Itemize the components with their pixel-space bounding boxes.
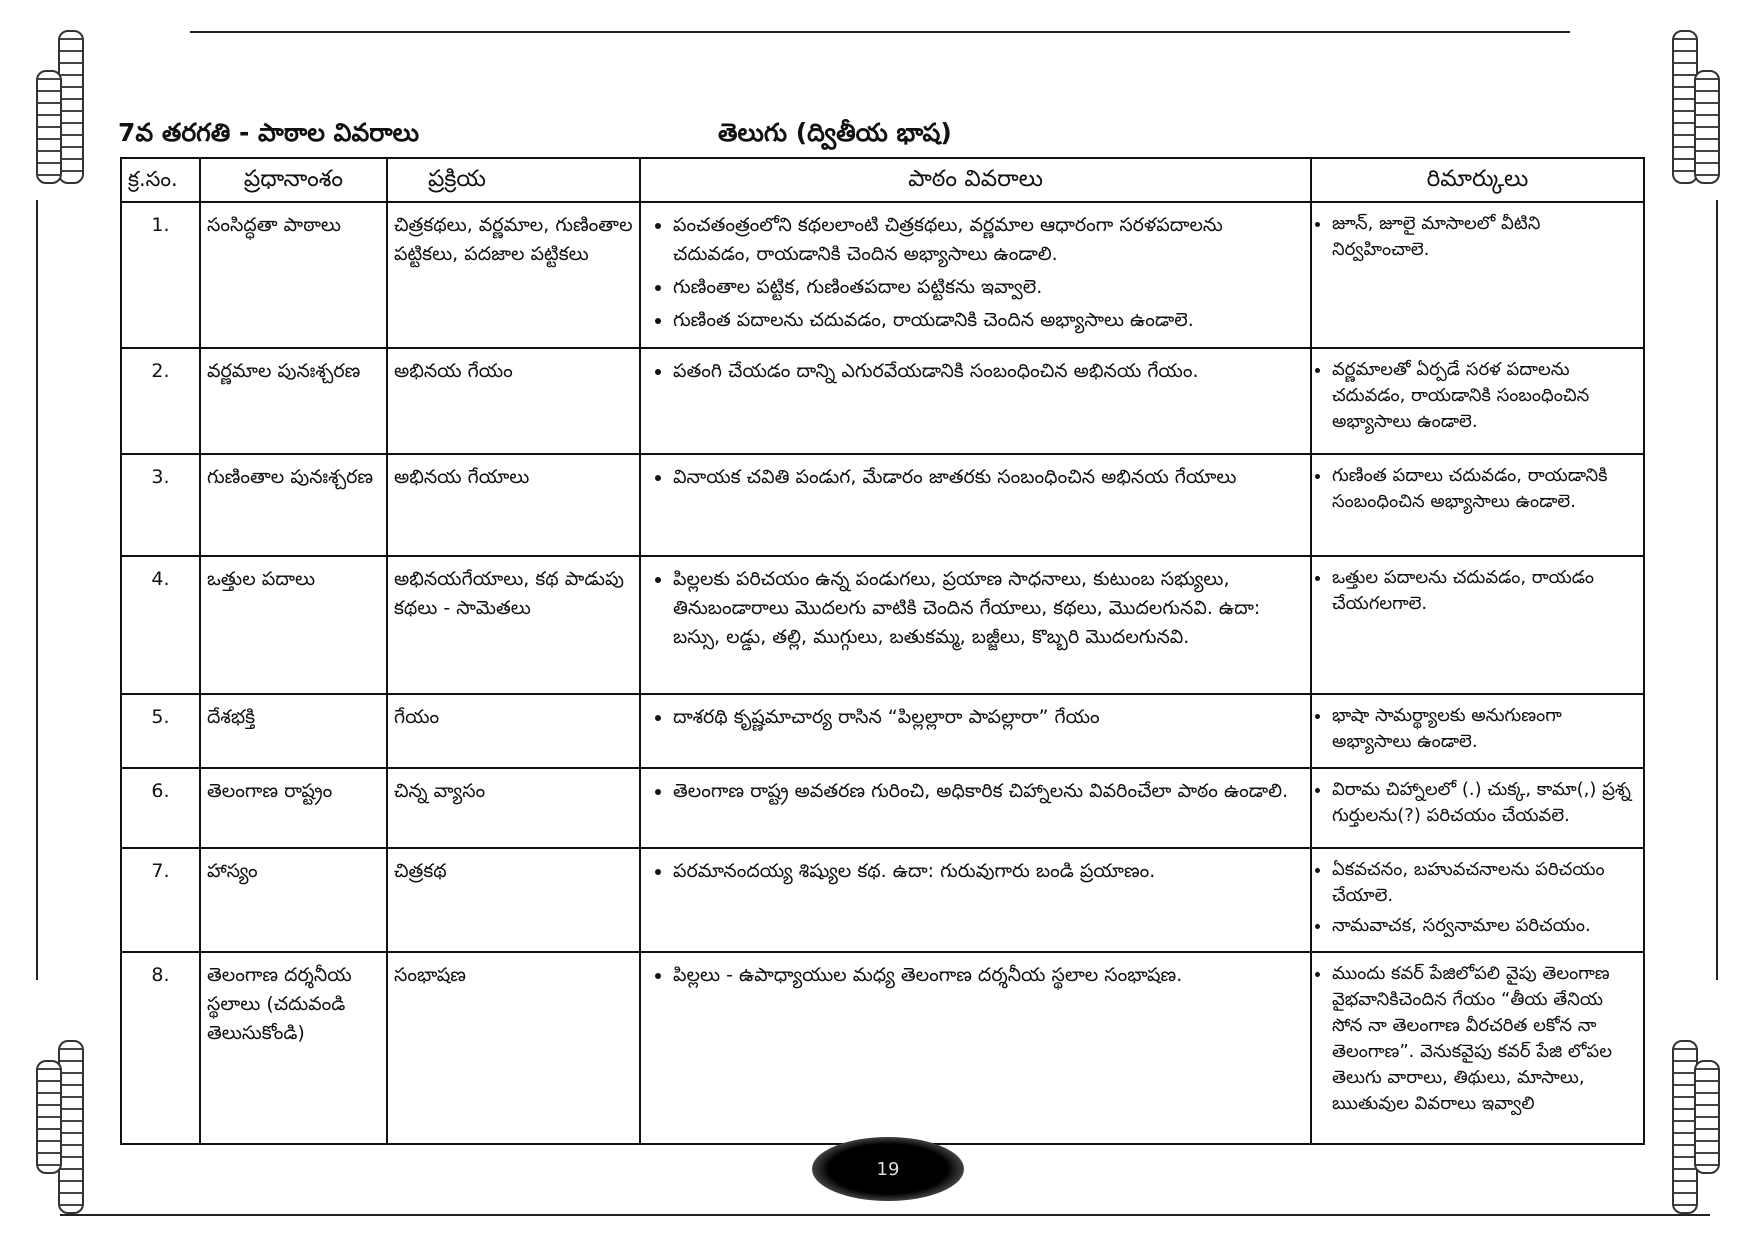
lesson-details-cell xyxy=(640,556,1311,694)
serial-number-cell: 1. xyxy=(121,202,200,348)
remark-bullet: • వర్ణమాలతో ఏర్పడే సరళ పదాలను చదువడం, రాయడానికి సంబంధించిన అభ్యాసాలు ఉండాలె. xyxy=(1332,357,1637,435)
page-number-badge xyxy=(812,1137,964,1201)
column-header-lesson-details: పాఠం వివరాలు xyxy=(640,158,1311,202)
lesson-details-cell-list xyxy=(647,463,1304,492)
remarks-cell xyxy=(1311,768,1644,848)
left-border-line xyxy=(36,200,38,980)
remark-bullet: • ముందు కవర్ పేజిలోపలి వైపు తెలంగాణ వైభవానికిచెందిన గేయం “తీయ తేనియ సోన నా తెలంగాణ వీరచరిత లకోన నా తెలంగాణ”. వెనుకవైపు కవర్ పేజి లోపల తెలుగు వారాలు, తిథులు, మాసాలు, ఋతువుల వివరాలు ఇవ్వాలి xyxy=(1332,961,1637,1117)
right-border-line xyxy=(1716,200,1718,980)
topic-cell: వర్ణమాల పునఃశ్చరణ xyxy=(200,348,387,454)
remark-bullet: • జూన్, జూలై మాసాలలో వీటిని నిర్వహించాలె. xyxy=(1332,211,1637,263)
remarks-cell-list xyxy=(1318,777,1637,829)
detail-bullet: • వినాయక చవితి పండుగ, మేడారం జాతరకు సంబంధించిన అభినయ గేయాలు xyxy=(673,463,1304,492)
table-header-row xyxy=(121,158,1644,202)
detail-bullet: • పిల్లలు - ఉపాధ్యాయుల మధ్య తెలంగాణ దర్శనీయ స్థలాల సంభాషణ. xyxy=(673,961,1304,990)
remarks-cell xyxy=(1311,202,1644,348)
lesson-details-cell xyxy=(640,454,1311,556)
remark-bullet: • ఒత్తుల పదాలను చదువడం, రాయడం చేయగలగాలె. xyxy=(1332,565,1637,617)
topic-cell: దేశభక్తి xyxy=(200,694,387,768)
table-row xyxy=(121,556,1644,694)
lesson-details-cell-list xyxy=(647,565,1304,652)
topic-cell: ఒత్తుల పదాలు xyxy=(200,556,387,694)
bottom-border-line xyxy=(60,1214,1710,1216)
remarks-cell xyxy=(1311,694,1644,768)
table-row xyxy=(121,952,1644,1144)
lesson-details-cell xyxy=(640,848,1311,952)
page-title: 7వ తరగతి - పాఠాల వివరాలు xyxy=(118,118,420,147)
remark-bullet: • విరామ చిహ్నాలలో (.) చుక్క, కామా(,) ప్రశ్న గుర్తులను(?) పరిచయం చేయవలె. xyxy=(1332,777,1637,829)
process-cell: అభినయగేయాలు, కథ పాడుపు కథలు - సామెతలు xyxy=(387,556,640,694)
detail-bullet: • పతంగి చేయడం దాన్ని ఎగురవేయడానికి సంబంధించిన అభినయ గేయం. xyxy=(673,357,1304,386)
remarks-cell xyxy=(1311,454,1644,556)
corner-ornament-bottom-left-inner xyxy=(36,1060,62,1174)
corner-ornament-top-left-inner xyxy=(36,70,62,184)
detail-bullet: • దాశరథి కృష్ణమాచార్య రాసిన “పిల్లల్లారా పాపల్లారా” గేయం xyxy=(673,703,1304,732)
process-cell: అభినయ గేయాలు xyxy=(387,454,640,556)
detail-bullet: • గుణింత పదాలను చదువడం, రాయడానికి చెందిన అభ్యాసాలు ఉండాలె. xyxy=(673,306,1304,335)
remarks-cell-list xyxy=(1318,357,1637,435)
corner-ornament-top-right-inner xyxy=(1694,70,1720,184)
column-header-topic: ప్రధానాంశం xyxy=(200,158,387,202)
detail-bullet: • పరమానందయ్య శిష్యుల కథ. ఉదా: గురువుగారు బండి ప్రయాణం. xyxy=(673,857,1304,886)
process-cell: చిన్న వ్యాసం xyxy=(387,768,640,848)
remark-bullet: • భాషా సామర్థ్యాలకు అనుగుణంగా అభ్యాసాలు ఉండాలె. xyxy=(1332,703,1637,755)
topic-cell: సంసిద్ధతా పాఠాలు xyxy=(200,202,387,348)
table-row xyxy=(121,848,1644,952)
table-row xyxy=(121,694,1644,768)
top-border-line xyxy=(190,31,1570,33)
topic-cell: హాస్యం xyxy=(200,848,387,952)
lesson-details-cell xyxy=(640,694,1311,768)
remark-bullet: • నామవాచక, సర్వనామాల పరిచయం. xyxy=(1332,913,1637,939)
lesson-details-cell-list xyxy=(647,857,1304,886)
detail-bullet: • గుణింతాల పట్టిక, గుణింతపదాల పట్టికను ఇవ్వాలె. xyxy=(673,273,1304,302)
process-cell: సంభాషణ xyxy=(387,952,640,1144)
table-row xyxy=(121,454,1644,556)
table-row xyxy=(121,348,1644,454)
remarks-cell-list xyxy=(1318,857,1637,939)
remarks-cell-list xyxy=(1318,703,1637,755)
detail-bullet: • తెలంగాణ రాష్ట్ర అవతరణ గురించి, అధికారిక చిహ్నాలను వివరించేలా పాఠం ఉండాలి. xyxy=(673,777,1304,806)
detail-bullet: • పంచతంత్రంలోని కథలలాంటి చిత్రకథలు, వర్ణమాల ఆధారంగా సరళపదాలను చదువడం, రాయడానికి చెందిన అభ్యాసాలు ఉండాలి. xyxy=(673,211,1304,269)
serial-number-cell: 3. xyxy=(121,454,200,556)
process-cell: అభినయ గేయం xyxy=(387,348,640,454)
lesson-details-cell xyxy=(640,952,1311,1144)
serial-number-cell: 7. xyxy=(121,848,200,952)
topic-cell: గుణింతాల పునఃశ్చరణ xyxy=(200,454,387,556)
remark-bullet: • గుణింత పదాలు చదువడం, రాయడానికి సంబంధించిన అభ్యాసాలు ఉండాలె. xyxy=(1332,463,1637,515)
remarks-cell-list xyxy=(1318,961,1637,1117)
lesson-details-cell xyxy=(640,768,1311,848)
lesson-details-cell-list xyxy=(647,211,1304,335)
remarks-cell xyxy=(1311,952,1644,1144)
lesson-details-cell xyxy=(640,348,1311,454)
remarks-cell xyxy=(1311,556,1644,694)
serial-number-cell: 4. xyxy=(121,556,200,694)
process-cell: గేయం xyxy=(387,694,640,768)
remark-bullet: • ఏకవచనం, బహువచనాలను పరిచయం చేయాలె. xyxy=(1332,857,1637,909)
remarks-cell-list xyxy=(1318,565,1637,617)
detail-bullet: • పిల్లలకు పరిచయం ఉన్న పండుగలు, ప్రయాణ సాధనాలు, కుటుంబ సభ్యులు, తినుబండారాలు మొదలగు వాటికి చెందిన గేయాలు, కథలు, మొదలగునవి. ఉదా: బస్సు, లడ్డు, తల్లి, ముగ్గులు, బతుకమ్మ, బజ్జీలు, కొబ్బరి మొదలగునవి. xyxy=(673,565,1304,652)
topic-cell: తెలంగాణ రాష్ట్రం xyxy=(200,768,387,848)
lesson-details-cell-list xyxy=(647,777,1304,806)
lesson-details-cell-list xyxy=(647,357,1304,386)
serial-number-cell: 6. xyxy=(121,768,200,848)
topic-cell: తెలంగాణ దర్శనీయ స్థలాలు (చదువండి తెలుసుకోండి) xyxy=(200,952,387,1144)
lesson-details-cell xyxy=(640,202,1311,348)
column-header-remarks: రిమార్కులు xyxy=(1311,158,1644,202)
serial-number-cell: 8. xyxy=(121,952,200,1144)
process-cell: చిత్రకథ xyxy=(387,848,640,952)
column-header-process: ప్రక్రియ xyxy=(387,158,640,202)
remarks-cell-list xyxy=(1318,463,1637,515)
table-row xyxy=(121,768,1644,848)
serial-number-cell: 5. xyxy=(121,694,200,768)
serial-number-cell: 2. xyxy=(121,348,200,454)
lesson-details-table xyxy=(120,157,1645,1145)
subject-title: తెలుగు (ద్వితీయ భాష) xyxy=(718,118,952,147)
lesson-details-cell-list xyxy=(647,703,1304,732)
column-header-serial: క్ర.సం. xyxy=(121,158,200,202)
remarks-cell xyxy=(1311,348,1644,454)
table-row xyxy=(121,202,1644,348)
page-number: 19 xyxy=(876,1158,900,1180)
corner-ornament-bottom-right-inner xyxy=(1694,1060,1720,1174)
remarks-cell xyxy=(1311,848,1644,952)
remarks-cell-list xyxy=(1318,211,1637,263)
lesson-details-cell-list xyxy=(647,961,1304,990)
process-cell: చిత్రకథలు, వర్ణమాల, గుణింతాల పట్టికలు, పదజాల పట్టికలు xyxy=(387,202,640,348)
